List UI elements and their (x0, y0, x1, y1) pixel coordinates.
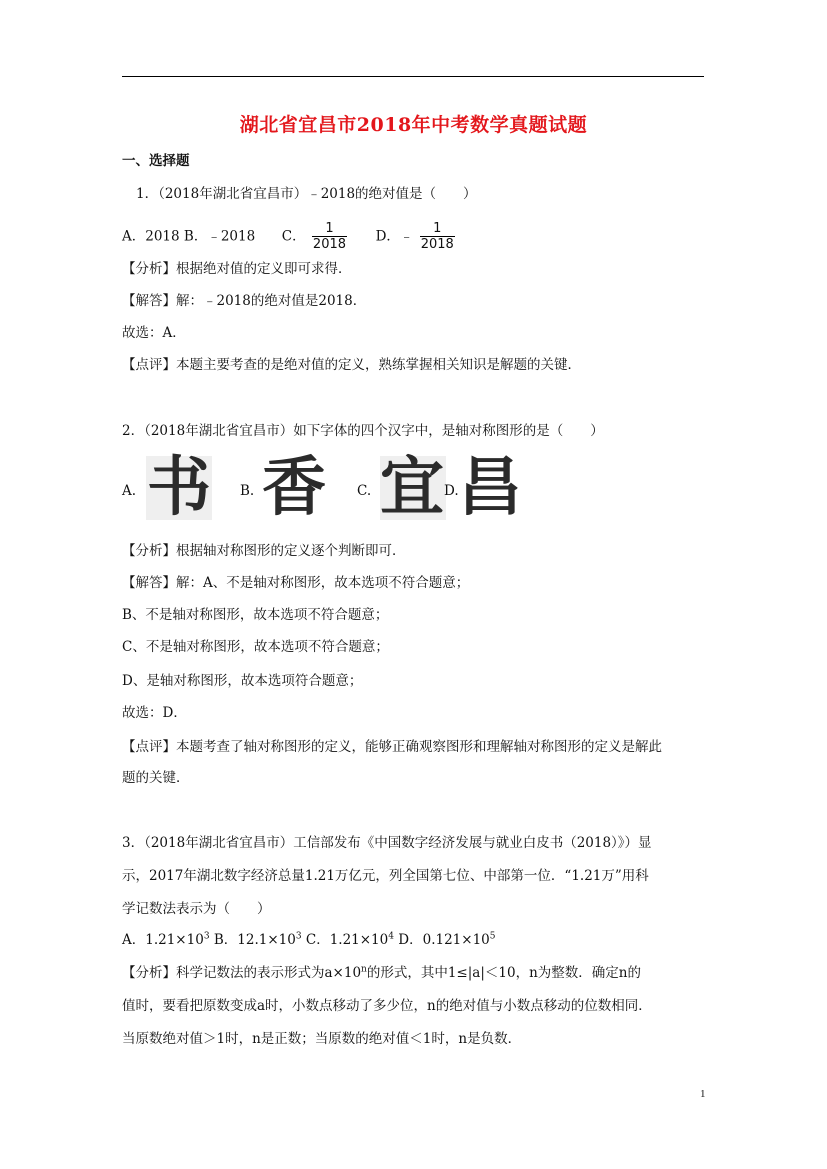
q3-analysis-pre: 【分析】科学记数法的表示形式为a×10 (122, 965, 362, 981)
fraction-denominator: 2018 (420, 237, 454, 252)
section-heading: 一、选择题 (122, 153, 190, 169)
q3-analysis-post: 的形式，其中1≤|a|＜10，n为整数．确定n的 (366, 965, 641, 981)
q2-option-c-label: C. (357, 483, 372, 499)
q2-choice: 故选：D． (122, 705, 187, 721)
q2-answer-c: C、不是轴对称图形，故本选项不符合题意； (122, 639, 389, 655)
q2-comment-line1: 【点评】本题考查了轴对称图形的定义，能够正确观察图形和理解轴对称图形的定义是解此 (122, 739, 662, 755)
q1-analysis: 【分析】根据绝对值的定义即可求得． (122, 261, 352, 277)
q2-answer-d: D、是轴对称图形，故本选项符合题意； (122, 673, 363, 689)
q3-stem-line2: 示，2017年湖北数字经济总量1.21万亿元，列全国第七位、中部第一位．“1.21万”用科 (122, 868, 649, 884)
document-title: 湖北省宜昌市2018年中考数学真题试题 (239, 114, 588, 136)
q2-stem: 2．（2018年湖北省宜昌市）如下字体的四个汉字中，是轴对称图形的是（ ） (122, 423, 604, 439)
q2-answer: 【解答】解：A、不是轴对称图形，故本选项不符合题意； (122, 575, 470, 591)
q1-comment: 【点评】本题主要考查的是绝对值的定义，熟练掌握相关知识是解题的关键． (122, 357, 581, 373)
q3-analysis-line3: 当原数绝对值＞1时，n是正数；当原数的绝对值＜1时，n是负数． (122, 1031, 522, 1047)
q3-analysis-line2: 值时，要看把原数变成a时，小数点移动了多少位，n的绝对值与小数点移动的位数相同． (122, 998, 652, 1014)
q2-option-d-label: D. (444, 483, 459, 499)
q1-options (122, 221, 457, 253)
q1-option-d-fraction (420, 221, 455, 253)
q1-stem: 1．（2018年湖北省宜昌市）﹣2018的绝对值是（ ） (136, 186, 477, 202)
q1-option-c-label: C． (281, 228, 306, 245)
q3-option-d: D．0.121×10 (398, 932, 490, 948)
q3-option-a: A．1.21×10 (122, 932, 204, 948)
q3-option-c-exponent: 4 (388, 931, 394, 942)
q2-option-a-label: A. (122, 483, 137, 499)
fraction-numerator: 1 (433, 221, 442, 236)
q3-analysis-exponent: n (361, 964, 367, 975)
q3-option-c: C．1.21×10 (305, 932, 389, 948)
q1-answer: 【解答】解：﹣2018的绝对值是2018． (122, 293, 367, 309)
q1-option-d-label: D．﹣ (375, 228, 414, 245)
q3-stem-line3: 学记数法表示为（ ） (122, 901, 271, 917)
q2-answer-b: B、不是轴对称图形，故本选项不符合题意； (122, 607, 389, 623)
q3-stem-line1: 3．（2018年湖北省宜昌市）工信部发布《中国数字经济发展与就业白皮书（2018）》）显 (122, 835, 652, 851)
q2-option-d-character: 昌 (458, 451, 522, 525)
q3-options (122, 930, 495, 950)
fraction-numerator: 1 (325, 221, 334, 236)
q2-option-b-character: 香 (262, 451, 326, 525)
q1-options-ab: A．2018 B．﹣2018 (122, 228, 256, 245)
q2-comment-line2: 题的关键． (122, 770, 190, 786)
q3-analysis-line1 (122, 963, 641, 983)
fraction-denominator: 2018 (312, 237, 347, 252)
q2-option-c-character: 宜 (380, 451, 444, 525)
page-number: 1 (700, 1088, 706, 1100)
q2-option-a-character: 书 (147, 451, 211, 525)
header-rule (122, 76, 704, 77)
q3-option-a-exponent: 3 (203, 931, 210, 942)
q2-option-b-label: B. (240, 483, 255, 499)
q2-analysis: 【分析】根据轴对称图形的定义逐个判断即可． (122, 543, 406, 559)
q1-choice: 故选：A． (122, 325, 186, 341)
q3-option-b: B．12.1×10 (213, 932, 296, 948)
q1-option-c-fraction (312, 221, 347, 253)
q3-option-d-exponent: 5 (489, 931, 496, 942)
q3-option-b-exponent: 3 (295, 931, 302, 942)
